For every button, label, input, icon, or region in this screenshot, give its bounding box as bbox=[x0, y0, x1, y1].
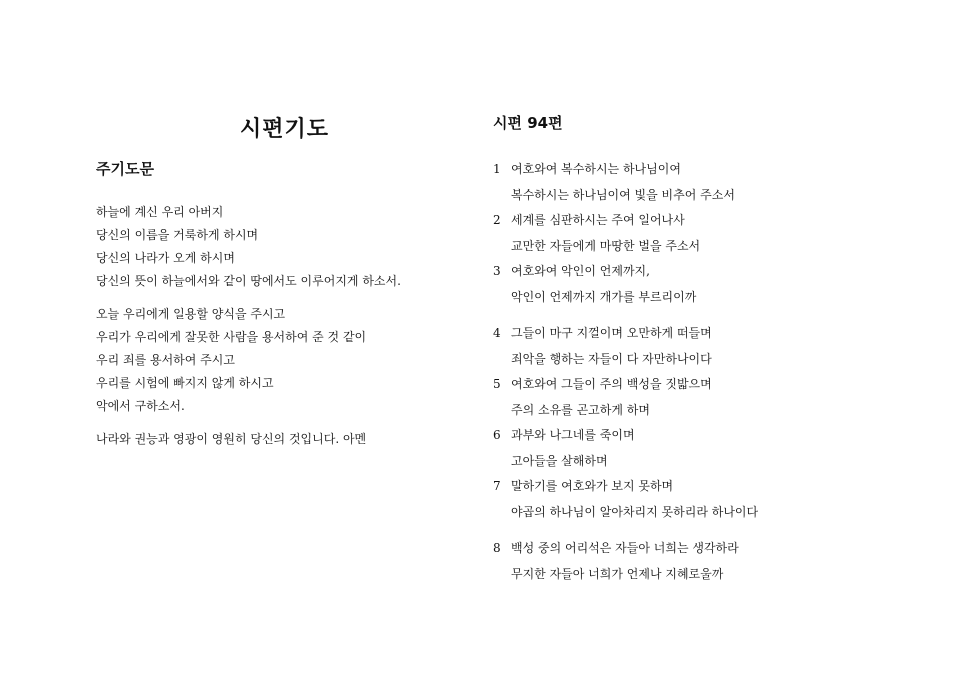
lords-prayer-text bbox=[96, 201, 476, 451]
verse-text: 여호와여 악인이 언제까지, bbox=[511, 264, 650, 278]
verse-text: 세계를 심판하시는 주여 일어나사 bbox=[511, 213, 685, 227]
psalm-heading: 시편 94편 bbox=[493, 114, 563, 132]
verse-line bbox=[493, 536, 893, 562]
prayer-line: 오늘 우리에게 일용할 양식을 주시고 bbox=[96, 307, 286, 321]
verse-group bbox=[493, 321, 893, 525]
prayer-line: 우리 죄를 용서하여 주시고 bbox=[96, 353, 235, 367]
verse-text: 여호와여 그들이 주의 백성을 짓밟으며 bbox=[511, 377, 712, 391]
verse-text: 여호와여 복수하시는 하나님이여 bbox=[511, 162, 681, 176]
verse-number: 7 bbox=[493, 479, 501, 493]
verse-group bbox=[493, 536, 893, 587]
verse-line bbox=[493, 208, 893, 234]
prayer-line: 당신의 나라가 오게 하시며 bbox=[96, 251, 235, 265]
verse-line bbox=[493, 234, 893, 260]
verse-text: 말하기를 여호와가 보지 못하며 bbox=[511, 479, 674, 493]
prayer-line: 하늘에 계신 우리 아버지 bbox=[96, 205, 224, 219]
prayer-line: 우리가 우리에게 잘못한 사람을 용서하여 준 것 같이 bbox=[96, 330, 367, 344]
prayer-paragraph bbox=[96, 303, 476, 418]
verse-line bbox=[493, 500, 893, 526]
prayer-line: 당신의 뜻이 하늘에서와 같이 땅에서도 이루어지게 하소서. bbox=[96, 274, 401, 288]
verse-line bbox=[493, 157, 893, 183]
verse-text: 무지한 자들아 너희가 언제나 지혜로울까 bbox=[511, 566, 724, 581]
psalm-column bbox=[493, 112, 893, 598]
verse-text: 과부와 나그네를 죽이며 bbox=[511, 428, 635, 442]
verse-text: 고아들을 살해하며 bbox=[511, 453, 608, 468]
verse-line bbox=[493, 474, 893, 500]
verse-line bbox=[493, 347, 893, 373]
verse-text: 주의 소유를 곤고하게 하며 bbox=[511, 402, 650, 417]
verse-number: 8 bbox=[493, 541, 501, 555]
verse-line bbox=[493, 285, 893, 311]
verse-line bbox=[493, 449, 893, 475]
verse-text: 악인이 언제까지 개가를 부르리이까 bbox=[511, 289, 697, 304]
verse-text: 죄악을 행하는 자들이 다 자만하나이다 bbox=[511, 351, 712, 366]
psalm-verses bbox=[493, 157, 893, 587]
prayer-line: 당신의 이름을 거룩하게 하시며 bbox=[96, 228, 259, 242]
verse-text: 백성 중의 어리석은 자들아 너희는 생각하라 bbox=[511, 541, 739, 555]
verse-text: 야곱의 하나님이 알아차리지 못하리라 하나이다 bbox=[511, 504, 759, 519]
verse-line bbox=[493, 321, 893, 347]
verse-line bbox=[493, 372, 893, 398]
lords-prayer-heading: 주기도문 bbox=[96, 160, 154, 178]
verse-number: 4 bbox=[493, 326, 501, 340]
verse-number: 5 bbox=[493, 377, 501, 391]
prayer-paragraph bbox=[96, 201, 476, 293]
verse-line bbox=[493, 183, 893, 209]
verse-number: 2 bbox=[493, 213, 501, 227]
prayer-paragraph bbox=[96, 428, 476, 451]
verse-line bbox=[493, 562, 893, 588]
verse-number: 1 bbox=[493, 162, 501, 176]
verse-number: 3 bbox=[493, 264, 501, 278]
prayer-line: 악에서 구하소서. bbox=[96, 399, 185, 413]
verse-line bbox=[493, 398, 893, 424]
lords-prayer-column bbox=[96, 158, 476, 461]
prayer-line: 우리를 시험에 빠지지 않게 하시고 bbox=[96, 376, 274, 390]
prayer-line: 나라와 권능과 영광이 영원히 당신의 것입니다. 아멘 bbox=[96, 432, 367, 446]
verse-text: 복수하시는 하나님이여 빛을 비추어 주소서 bbox=[511, 187, 735, 202]
verse-line bbox=[493, 423, 893, 449]
verse-text: 그들이 마구 지껄이며 오만하게 떠들며 bbox=[511, 326, 712, 340]
verse-line bbox=[493, 259, 893, 285]
verse-text: 교만한 자들에게 마땅한 벌을 주소서 bbox=[511, 238, 701, 253]
verse-group bbox=[493, 157, 893, 310]
verse-number: 6 bbox=[493, 428, 501, 442]
page-title: 시편기도 bbox=[240, 117, 330, 142]
